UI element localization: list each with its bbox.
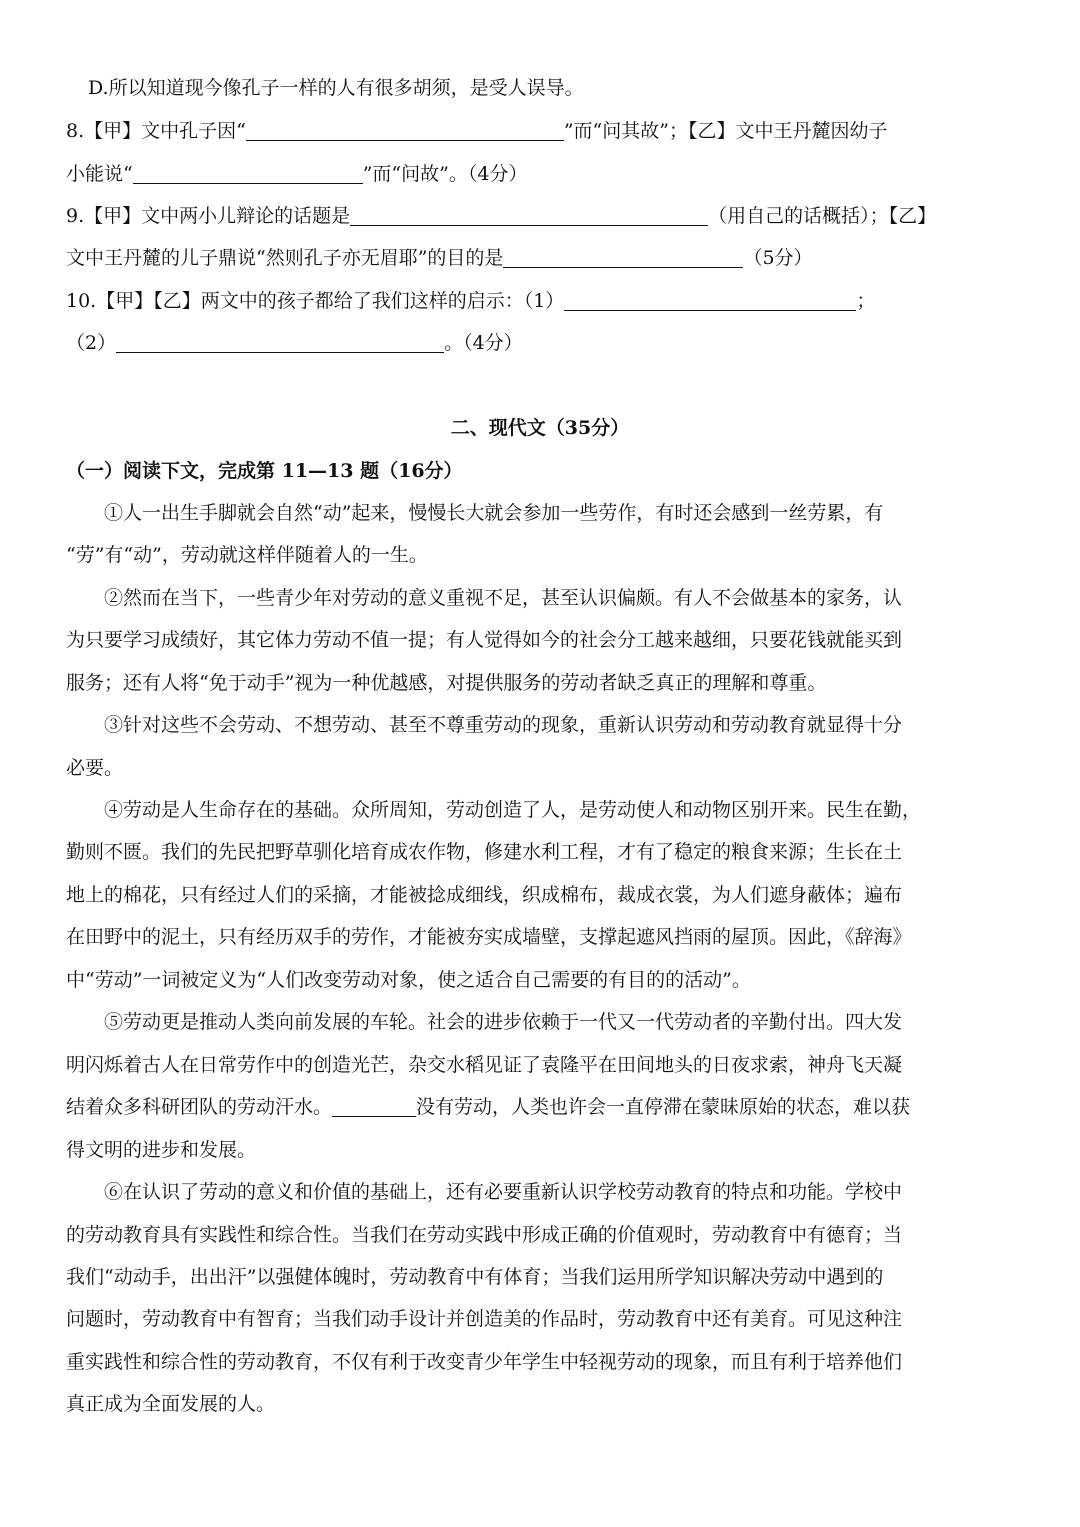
q10-text-c: （2）	[66, 332, 117, 354]
q10-text-d: 。（4分）	[444, 332, 523, 354]
q9-text-a: 9.【甲】文中两小儿辩论的话题是	[66, 205, 351, 227]
p5-text-before-blank: 结着众多科研团队的劳动汗水。	[66, 1096, 333, 1118]
paragraph-4-line: ④劳动是人生命存在的基础。众所周知，劳动创造了人，是劳动使人和动物区别开来。民生在勤，	[104, 799, 922, 821]
option-d: D.所以知道现今像孔子一样的人有很多胡须，是受人误导。	[88, 77, 584, 99]
answer-blank[interactable]	[503, 247, 743, 268]
paragraph-5-line: ⑤劳动更是推动人类向前发展的车轮。社会的进步依赖于一代又一代劳动者的辛勤付出。四大发	[104, 1011, 903, 1033]
paragraph-5-line: 明闪烁着古人在日常劳作中的创造光芒，杂交水稻见证了袁隆平在田间地头的日夜求索，神舟飞天凝	[66, 1054, 903, 1076]
q8-text-a: 8.【甲】文中孔子因“	[66, 120, 246, 142]
paragraph-1-line: “劳”有“动”，劳动就这样伴随着人的一生。	[66, 544, 428, 566]
paragraph-3-line: ③针对这些不会劳动、不想劳动、甚至不尊重劳动的现象，重新认识劳动和劳动教育就显得十分	[104, 714, 903, 736]
answer-blank[interactable]	[116, 332, 444, 353]
answer-blank[interactable]	[332, 1096, 416, 1117]
paragraph-4-line: 勤则不匮。我们的先民把野草驯化培育成农作物，修建水利工程，才有了稳定的粮食来源；生长在土	[66, 841, 903, 863]
paragraph-6-line: ⑥在认识了劳动的意义和价值的基础上，还有必要重新认识学校劳动教育的特点和功能。学校中	[104, 1181, 903, 1203]
q10-text-a: 10.【甲】【乙】两文中的孩子都给了我们这样的启示：（1）	[66, 290, 565, 312]
question-10-line-1	[66, 289, 875, 313]
answer-blank[interactable]	[246, 120, 564, 141]
paragraph-5-line: 得文明的进步和发展。	[66, 1139, 257, 1161]
paragraph-3-line: 必要。	[66, 757, 124, 779]
paragraph-1-line: ①人一出生手脚就会自然“动”起来，慢慢长大就会参加一些劳作，有时还会感到一丝劳累，有	[104, 502, 884, 524]
q9-text-d: （5分）	[743, 247, 813, 269]
q9-text-c: 文中王丹麓的儿子鼎说“然则孔子亦无眉耶”的目的是	[66, 247, 504, 269]
paragraph-6-line: 的劳动教育具有实践性和综合性。当我们在劳动实践中形成正确的价值观时，劳动教育中有德育；当	[66, 1224, 903, 1246]
question-9-line-2	[66, 246, 813, 270]
q8-text-b: ”而“问其故”；【乙】文中王丹麓因幼子	[563, 120, 888, 142]
paragraph-4-line: 在田野中的泥土，只有经历双手的劳作，才能被夯实成墙壁，支撑起遮风挡雨的屋顶。因此，《辞海》	[66, 926, 912, 948]
q9-text-b: （用自己的话概括）；【乙】	[708, 205, 937, 227]
question-8-line-1	[66, 119, 888, 143]
subsection-title: （一）阅读下文，完成第 11—13 题（16分）	[66, 460, 463, 482]
paragraph-4-line: 中“劳动”一词被定义为“人们改变劳动对象，使之适合自己需要的有目的的活动”。	[66, 969, 751, 991]
paragraph-2-line: 为只要学习成绩好，其它体力劳动不值一提；有人觉得如今的社会分工越来越细，只要花钱就能买到	[66, 629, 903, 651]
p5-text-after-blank: 没有劳动，人类也许会一直停滞在蒙昧原始的状态，难以获	[416, 1096, 911, 1118]
q8-text-c: 小能说“	[66, 163, 133, 185]
paragraph-2-line: ②然而在当下，一些青少年对劳动的意义重视不足，甚至认识偏颇。有人不会做基本的家务，认	[104, 587, 903, 609]
answer-blank[interactable]	[350, 205, 708, 226]
answer-blank[interactable]	[564, 290, 856, 311]
question-10-line-2	[66, 331, 523, 355]
paragraph-6-line: 我们“动动手，出出汗”以强健体魄时，劳动教育中有体育；当我们运用所学知识解决劳动中遇到的	[66, 1266, 884, 1288]
answer-blank[interactable]	[133, 163, 363, 184]
paragraph-6-line: 问题时，劳动教育中有智育；当我们动手设计并创造美的作品时，劳动教育中还有美育。可见这种注	[66, 1308, 903, 1330]
paragraph-4-line: 地上的棉花，只有经过人们的采摘，才能被捻成细线，织成棉布，裁成衣裳，为人们遮身蔽体；遍布	[66, 884, 903, 906]
paragraph-5-line	[66, 1095, 910, 1119]
paragraph-6-line: 真正成为全面发展的人。	[66, 1393, 276, 1415]
section-title: 二、现代文（35分）	[450, 417, 630, 439]
q10-text-b: ；	[856, 290, 876, 312]
paragraph-6-line: 重实践性和综合性的劳动教育，不仅有利于改变青少年学生中轻视劳动的现象，而且有利于培养他们	[66, 1351, 903, 1373]
question-9-line-1	[66, 204, 936, 228]
question-8-line-2	[66, 162, 527, 186]
paragraph-2-line: 服务；还有人将“免于动手”视为一种优越感，对提供服务的劳动者缺乏真正的理解和尊重。	[66, 672, 827, 694]
q8-text-d: ”而“问故”。（4分）	[362, 163, 528, 185]
